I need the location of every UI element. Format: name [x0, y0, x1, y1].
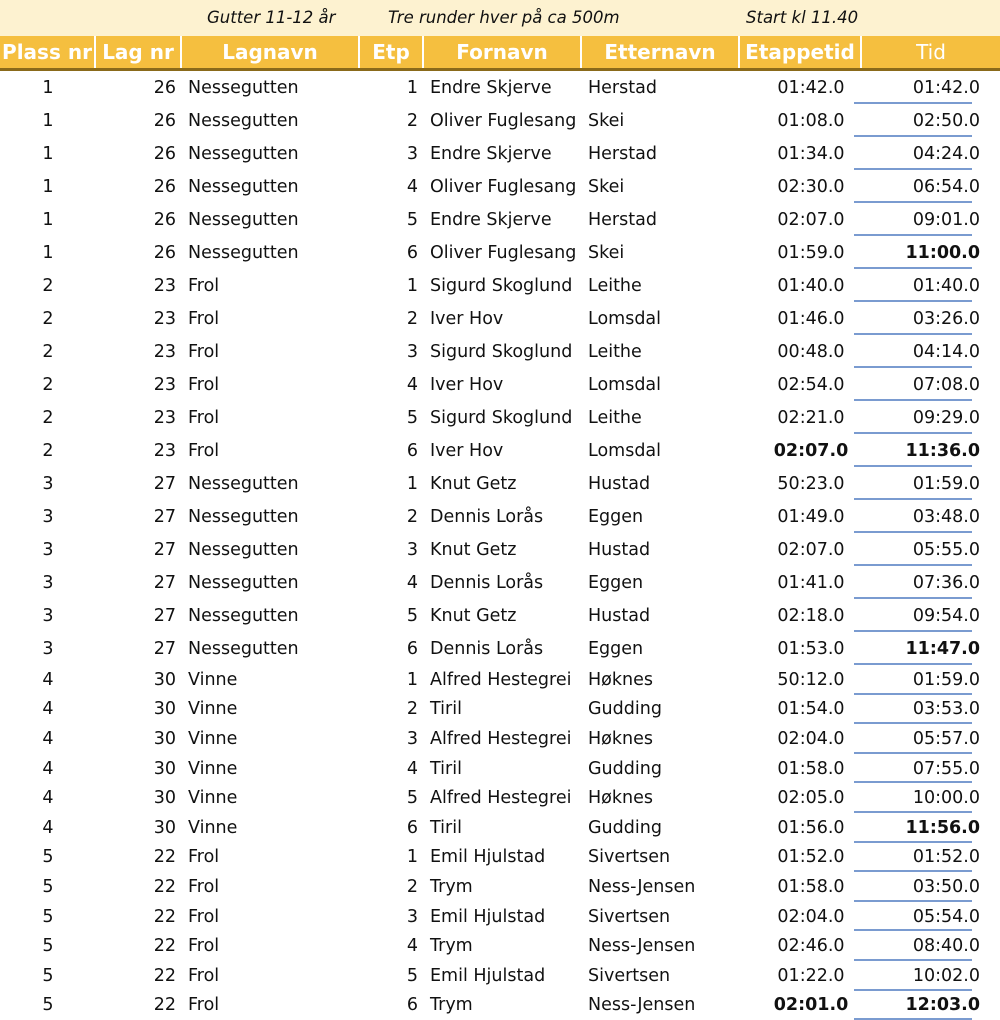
cell-team-no: 30 — [153, 699, 176, 720]
cell-team-no: 23 — [153, 275, 176, 296]
cell-leg: 6 — [406, 995, 418, 1016]
cell-first-name: Emil Hjulstad — [430, 906, 546, 927]
cell-team-name: Nessegutten — [188, 110, 299, 131]
cell-place: 2 — [42, 374, 54, 395]
cell-team-no: 27 — [153, 539, 176, 560]
cell-team-name: Nessegutten — [188, 572, 299, 593]
cell-last-name: Sivertsen — [588, 906, 671, 927]
header-time: Tid — [916, 40, 946, 64]
cell-leg: 4 — [406, 572, 418, 593]
cell-team-no: 22 — [153, 847, 176, 868]
cell-leg-time: 01:58.0 — [777, 876, 845, 897]
cell-first-name: Alfred Hestegrei — [430, 669, 572, 690]
cell-first-name: Dennis Lorås — [430, 506, 544, 527]
cell-team-no: 23 — [153, 341, 176, 362]
cell-time: 12:03.0 — [862, 991, 1000, 1020]
cell-team-name: Nessegutten — [188, 143, 299, 164]
cell-leg: 3 — [406, 906, 418, 927]
cell-place: 4 — [42, 728, 54, 749]
cell-team-no: 30 — [153, 788, 176, 809]
cell-team-name: Frol — [188, 876, 220, 897]
cell-team-no: 27 — [153, 506, 176, 527]
cell-team-name: Vinne — [188, 788, 238, 809]
cell-leg-time: 01:52.0 — [777, 847, 845, 868]
table-row — [0, 467, 1000, 500]
cell-leg-time: 01:46.0 — [777, 308, 845, 329]
cell-last-name: Lomsdal — [588, 308, 662, 329]
cell-last-name: Leithe — [588, 275, 642, 296]
table-row — [0, 104, 1000, 137]
cell-place: 1 — [42, 110, 54, 131]
table-row — [0, 335, 1000, 368]
cell-last-name: Hustad — [588, 473, 651, 494]
table-row — [0, 813, 1000, 843]
cell-leg: 5 — [406, 965, 418, 986]
cell-leg: 4 — [406, 936, 418, 957]
cell-time: 01:52.0 — [862, 843, 1000, 873]
cell-team-no: 27 — [153, 638, 176, 659]
cell-team-name: Nessegutten — [188, 209, 299, 230]
header-first-name: Fornavn — [424, 36, 582, 68]
cell-team-no: 23 — [153, 308, 176, 329]
cell-first-name: Sigurd Skoglund — [430, 275, 573, 296]
cell-team-name: Frol — [188, 995, 220, 1016]
table-row — [0, 203, 1000, 236]
header-team-name: Lagnavn — [182, 36, 360, 68]
cell-time: 01:59.0 — [862, 467, 1000, 500]
results-table-body — [0, 71, 1000, 1020]
cell-place: 4 — [42, 758, 54, 779]
cell-place: 3 — [42, 638, 54, 659]
cell-leg-time: 01:58.0 — [777, 758, 845, 779]
cell-first-name: Tiril — [430, 758, 462, 779]
header-leg: Etp — [360, 36, 424, 68]
cell-team-no: 27 — [153, 473, 176, 494]
table-row — [0, 137, 1000, 170]
cell-last-name: Gudding — [588, 699, 662, 720]
cell-leg: 2 — [406, 699, 418, 720]
cell-first-name: Endre Skjerve — [430, 143, 552, 164]
cell-place: 4 — [42, 817, 54, 838]
cell-team-no: 22 — [153, 995, 176, 1016]
cell-first-name: Iver Hov — [430, 440, 504, 461]
cell-leg-time: 01:42.0 — [777, 77, 845, 98]
cell-leg: 1 — [406, 77, 418, 98]
cell-place: 2 — [42, 341, 54, 362]
cell-time: 11:00.0 — [862, 236, 1000, 269]
cell-time: 06:54.0 — [862, 170, 1000, 203]
cell-place: 2 — [42, 440, 54, 461]
cell-leg-time: 01:56.0 — [777, 817, 845, 838]
cell-leg: 1 — [406, 669, 418, 690]
cell-team-no: 26 — [153, 176, 176, 197]
cell-team-name: Vinne — [188, 699, 238, 720]
cell-last-name: Herstad — [588, 77, 657, 98]
cell-team-name: Vinne — [188, 817, 238, 838]
cell-leg: 2 — [406, 308, 418, 329]
cell-first-name: Trym — [430, 936, 473, 957]
cell-place: 3 — [42, 572, 54, 593]
cell-team-name: Vinne — [188, 669, 238, 690]
header-leg-time: Etappetid — [740, 36, 862, 68]
cell-leg: 3 — [406, 539, 418, 560]
cell-team-no: 23 — [153, 374, 176, 395]
cell-place: 5 — [42, 847, 54, 868]
cell-team-name: Frol — [188, 374, 220, 395]
table-row — [0, 961, 1000, 991]
table-row — [0, 754, 1000, 784]
cell-team-name: Frol — [188, 341, 220, 362]
cell-first-name: Oliver Fuglesang — [430, 242, 577, 263]
cell-team-no: 30 — [153, 758, 176, 779]
table-row — [0, 566, 1000, 599]
table-row — [0, 368, 1000, 401]
cell-leg-time: 02:07.0 — [777, 539, 845, 560]
cell-last-name: Gudding — [588, 758, 662, 779]
cell-last-name: Skei — [588, 242, 625, 263]
cell-team-no: 22 — [153, 965, 176, 986]
cell-team-name: Vinne — [188, 728, 238, 749]
cell-leg: 1 — [406, 847, 418, 868]
table-row — [0, 533, 1000, 566]
cell-leg-time: 01:08.0 — [777, 110, 845, 131]
cell-place: 1 — [42, 77, 54, 98]
cell-last-name: Hustad — [588, 605, 651, 626]
cell-team-name: Nessegutten — [188, 638, 299, 659]
table-row — [0, 401, 1000, 434]
cell-leg-time: 01:53.0 — [777, 638, 845, 659]
cell-leg-time: 01:22.0 — [777, 965, 845, 986]
table-header — [0, 36, 1000, 71]
cell-place: 5 — [42, 906, 54, 927]
cell-leg-time: 02:54.0 — [777, 374, 845, 395]
cell-first-name: Sigurd Skoglund — [430, 341, 573, 362]
cell-first-name: Emil Hjulstad — [430, 965, 546, 986]
cell-leg-time: 02:18.0 — [777, 605, 845, 626]
cell-team-name: Nessegutten — [188, 605, 299, 626]
cell-time: 09:01.0 — [862, 203, 1000, 236]
table-row — [0, 71, 1000, 104]
cell-leg-time: 02:30.0 — [777, 176, 845, 197]
table-row — [0, 269, 1000, 302]
cell-leg: 5 — [406, 788, 418, 809]
cell-time: 09:29.0 — [862, 401, 1000, 434]
cell-leg: 4 — [406, 374, 418, 395]
cell-time: 04:14.0 — [862, 335, 1000, 368]
header-last-name: Etternavn — [582, 36, 740, 68]
cell-place: 1 — [42, 176, 54, 197]
cell-leg-time: 02:04.0 — [777, 906, 845, 927]
cell-time: 03:50.0 — [862, 872, 1000, 902]
cell-time: 03:53.0 — [862, 695, 1000, 725]
table-row — [0, 434, 1000, 467]
cell-leg: 5 — [406, 407, 418, 428]
header-place: Plass nr — [0, 36, 96, 68]
cell-leg: 2 — [406, 110, 418, 131]
cell-leg: 3 — [406, 143, 418, 164]
cell-time: 10:00.0 — [862, 783, 1000, 813]
cell-team-name: Frol — [188, 308, 220, 329]
cell-time: 05:54.0 — [862, 902, 1000, 932]
cell-team-no: 30 — [153, 669, 176, 690]
cell-team-no: 30 — [153, 817, 176, 838]
cell-team-name: Frol — [188, 965, 220, 986]
cell-last-name: Høknes — [588, 728, 653, 749]
cell-first-name: Trym — [430, 995, 473, 1016]
cell-leg-time: 02:01.0 — [773, 995, 849, 1016]
table-row — [0, 783, 1000, 813]
cell-leg-time: 01:54.0 — [777, 699, 845, 720]
cell-team-name: Frol — [188, 906, 220, 927]
cell-leg-time: 01:34.0 — [777, 143, 845, 164]
cell-time: 08:40.0 — [862, 931, 1000, 961]
cell-place: 4 — [42, 669, 54, 690]
cell-leg-time: 00:48.0 — [777, 341, 845, 362]
cell-last-name: Sivertsen — [588, 965, 671, 986]
cell-first-name: Knut Getz — [430, 473, 517, 494]
cell-time: 11:36.0 — [862, 434, 1000, 467]
cell-team-no: 26 — [153, 143, 176, 164]
cell-leg-time: 50:12.0 — [777, 669, 845, 690]
cell-leg-time: 01:59.0 — [777, 242, 845, 263]
cell-first-name: Emil Hjulstad — [430, 847, 546, 868]
table-row — [0, 843, 1000, 873]
table-row — [0, 500, 1000, 533]
group-label: Gutter 11-12 år — [207, 8, 336, 27]
cell-first-name: Alfred Hestegrei — [430, 788, 572, 809]
cell-last-name: Lomsdal — [588, 374, 662, 395]
cell-team-no: 26 — [153, 77, 176, 98]
cell-first-name: Oliver Fuglesang — [430, 176, 577, 197]
cell-leg: 6 — [406, 242, 418, 263]
cell-last-name: Ness-Jensen — [588, 876, 696, 897]
cell-team-no: 22 — [153, 936, 176, 957]
cell-last-name: Høknes — [588, 669, 653, 690]
cell-first-name: Sigurd Skoglund — [430, 407, 573, 428]
cell-leg-time: 02:07.0 — [773, 440, 849, 461]
cell-place: 3 — [42, 506, 54, 527]
cell-team-no: 27 — [153, 605, 176, 626]
cell-team-no: 27 — [153, 572, 176, 593]
table-row — [0, 695, 1000, 725]
cell-leg: 5 — [406, 605, 418, 626]
cell-first-name: Knut Getz — [430, 539, 517, 560]
cell-team-no: 22 — [153, 906, 176, 927]
cell-last-name: Leithe — [588, 407, 642, 428]
cell-place: 3 — [42, 473, 54, 494]
cell-leg-time: 01:40.0 — [777, 275, 845, 296]
cell-leg: 6 — [406, 440, 418, 461]
cell-time: 11:47.0 — [862, 632, 1000, 665]
cell-place: 5 — [42, 876, 54, 897]
cell-first-name: Iver Hov — [430, 374, 504, 395]
cell-team-name: Frol — [188, 440, 220, 461]
cell-first-name: Knut Getz — [430, 605, 517, 626]
cell-last-name: Skei — [588, 110, 625, 131]
cell-last-name: Herstad — [588, 143, 657, 164]
cell-first-name: Oliver Fuglesang — [430, 110, 577, 131]
cell-last-name: Høknes — [588, 788, 653, 809]
cell-leg: 1 — [406, 275, 418, 296]
cell-leg: 6 — [406, 817, 418, 838]
cell-place: 4 — [42, 788, 54, 809]
cell-leg: 4 — [406, 176, 418, 197]
cell-first-name: Tiril — [430, 817, 462, 838]
cell-last-name: Ness-Jensen — [588, 995, 696, 1016]
cell-place: 5 — [42, 936, 54, 957]
cell-time: 04:24.0 — [862, 137, 1000, 170]
cell-team-no: 23 — [153, 407, 176, 428]
cell-time: 05:57.0 — [862, 724, 1000, 754]
cell-team-name: Frol — [188, 936, 220, 957]
cell-leg-time: 50:23.0 — [777, 473, 845, 494]
cell-team-name: Nessegutten — [188, 176, 299, 197]
cell-team-name: Frol — [188, 407, 220, 428]
cell-team-name: Nessegutten — [188, 539, 299, 560]
table-row — [0, 931, 1000, 961]
cell-time: 07:36.0 — [862, 566, 1000, 599]
cell-time: 01:40.0 — [862, 269, 1000, 302]
cell-last-name: Lomsdal — [588, 440, 662, 461]
cell-time: 02:50.0 — [862, 104, 1000, 137]
cell-last-name: Hustad — [588, 539, 651, 560]
cell-leg: 3 — [406, 728, 418, 749]
cell-first-name: Endre Skjerve — [430, 209, 552, 230]
cell-team-name: Vinne — [188, 758, 238, 779]
cell-team-name: Nessegutten — [188, 77, 299, 98]
cell-place: 3 — [42, 605, 54, 626]
cell-last-name: Ness-Jensen — [588, 936, 696, 957]
cell-leg: 2 — [406, 876, 418, 897]
header-team-no: Lag nr — [96, 36, 182, 68]
info-row — [0, 0, 1000, 36]
table-row — [0, 302, 1000, 335]
cell-time: 09:54.0 — [862, 599, 1000, 632]
cell-place: 4 — [42, 699, 54, 720]
table-row — [0, 872, 1000, 902]
cell-place: 1 — [42, 209, 54, 230]
cell-leg-time: 02:46.0 — [777, 936, 845, 957]
cell-leg-time: 01:41.0 — [777, 572, 845, 593]
cell-leg: 4 — [406, 758, 418, 779]
cell-last-name: Herstad — [588, 209, 657, 230]
cell-team-no: 26 — [153, 110, 176, 131]
table-row — [0, 599, 1000, 632]
cell-team-no: 26 — [153, 209, 176, 230]
cell-team-no: 22 — [153, 876, 176, 897]
cell-time: 11:56.0 — [862, 813, 1000, 843]
cell-last-name: Gudding — [588, 817, 662, 838]
cell-first-name: Trym — [430, 876, 473, 897]
cell-first-name: Endre Skjerve — [430, 77, 552, 98]
cell-last-name: Eggen — [588, 638, 644, 659]
table-row — [0, 665, 1000, 695]
table-row — [0, 902, 1000, 932]
cell-team-no: 26 — [153, 242, 176, 263]
cell-first-name: Dennis Lorås — [430, 572, 544, 593]
cell-time: 01:59.0 — [862, 665, 1000, 695]
cell-team-name: Nessegutten — [188, 506, 299, 527]
cell-time: 05:55.0 — [862, 533, 1000, 566]
start-time-label: Start kl 11.40 — [746, 8, 859, 27]
cell-time: 07:08.0 — [862, 368, 1000, 401]
cell-leg: 1 — [406, 473, 418, 494]
cell-leg: 3 — [406, 341, 418, 362]
cell-last-name: Sivertsen — [588, 847, 671, 868]
cell-team-name: Nessegutten — [188, 242, 299, 263]
cell-time: 07:55.0 — [862, 754, 1000, 784]
cell-team-name: Frol — [188, 847, 220, 868]
cell-team-name: Frol — [188, 275, 220, 296]
cell-time: 03:48.0 — [862, 500, 1000, 533]
table-row — [0, 724, 1000, 754]
cell-place: 1 — [42, 143, 54, 164]
cell-last-name: Skei — [588, 176, 625, 197]
cell-place: 2 — [42, 275, 54, 296]
cell-first-name: Iver Hov — [430, 308, 504, 329]
cell-last-name: Leithe — [588, 341, 642, 362]
cell-leg: 5 — [406, 209, 418, 230]
format-label: Tre runder hver på ca 500m — [388, 8, 620, 27]
table-row — [0, 236, 1000, 269]
cell-place: 5 — [42, 995, 54, 1016]
cell-time: 03:26.0 — [862, 302, 1000, 335]
cell-leg-time: 02:07.0 — [777, 209, 845, 230]
cell-place: 5 — [42, 965, 54, 986]
cell-leg: 6 — [406, 638, 418, 659]
cell-place: 3 — [42, 539, 54, 560]
table-row — [0, 170, 1000, 203]
table-row — [0, 632, 1000, 665]
cell-time: 01:42.0 — [862, 71, 1000, 104]
cell-last-name: Eggen — [588, 572, 644, 593]
cell-place: 1 — [42, 242, 54, 263]
cell-first-name: Alfred Hestegrei — [430, 728, 572, 749]
cell-leg: 2 — [406, 506, 418, 527]
cell-leg-time: 02:04.0 — [777, 728, 845, 749]
cell-team-no: 23 — [153, 440, 176, 461]
cell-first-name: Dennis Lorås — [430, 638, 544, 659]
cell-place: 2 — [42, 407, 54, 428]
cell-leg-time: 01:49.0 — [777, 506, 845, 527]
cell-team-name: Nessegutten — [188, 473, 299, 494]
cell-place: 2 — [42, 308, 54, 329]
cell-team-no: 30 — [153, 728, 176, 749]
cell-first-name: Tiril — [430, 699, 462, 720]
cell-leg-time: 02:05.0 — [777, 788, 845, 809]
cell-last-name: Eggen — [588, 506, 644, 527]
cell-time: 10:02.0 — [862, 961, 1000, 991]
cell-leg-time: 02:21.0 — [777, 407, 845, 428]
